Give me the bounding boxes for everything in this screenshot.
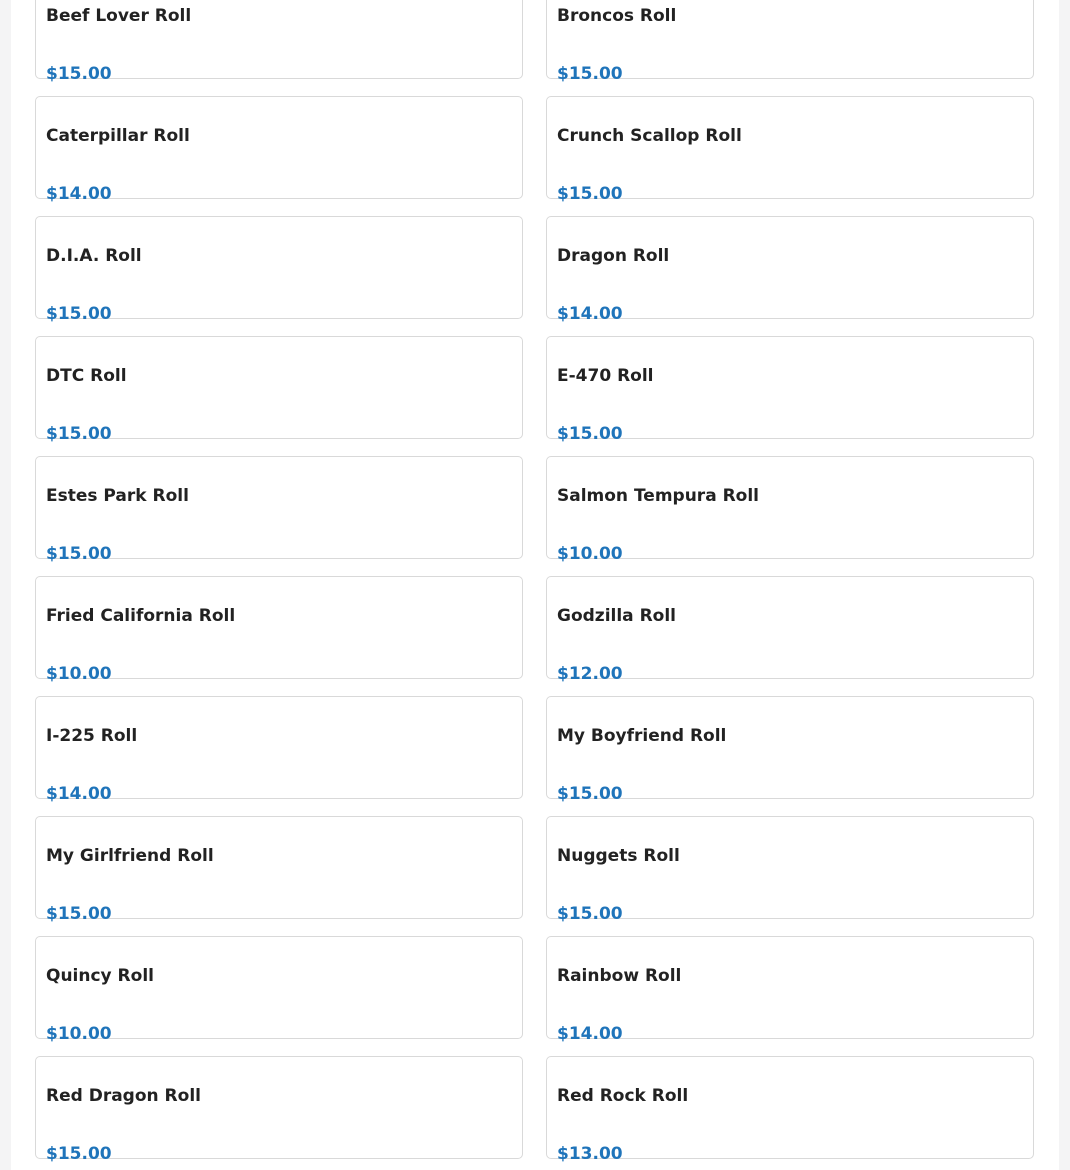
menu-page [11,0,1059,1170]
menu-item-card[interactable] [35,96,523,204]
item-price: $10.00 [46,664,112,684]
item-name: Broncos Roll [557,6,677,26]
item-price: $13.00 [557,1144,623,1164]
item-price: $15.00 [557,424,623,444]
item-price: $15.00 [46,64,112,84]
menu-item-grid [35,0,1034,1164]
item-price: $14.00 [46,184,112,204]
item-price: $15.00 [557,64,623,84]
item-price: $15.00 [46,544,112,564]
menu-item-card[interactable] [35,336,523,444]
item-name: Fried California Roll [46,606,236,626]
item-name: Caterpillar Roll [46,126,190,146]
menu-item-card[interactable] [546,0,1034,84]
item-price: $15.00 [557,184,623,204]
item-name: My Boyfriend Roll [557,726,727,746]
item-price: $15.00 [557,904,623,924]
menu-item-card[interactable] [546,1056,1034,1164]
menu-item-card[interactable] [546,216,1034,324]
item-name: Quincy Roll [46,966,154,986]
menu-item-card[interactable] [546,96,1034,204]
item-name: Salmon Tempura Roll [557,486,760,506]
item-price: $15.00 [46,904,112,924]
menu-item-card[interactable] [35,456,523,564]
item-name: DTC Roll [46,366,127,386]
item-name: Red Dragon Roll [46,1086,201,1106]
item-name: Beef Lover Roll [46,6,192,26]
item-name: E-470 Roll [557,366,654,386]
item-name: Estes Park Roll [46,486,189,506]
item-name: D.I.A. Roll [46,246,142,266]
menu-item-card[interactable] [546,576,1034,684]
item-price: $15.00 [46,1144,112,1164]
item-name: Dragon Roll [557,246,670,266]
item-name: Red Rock Roll [557,1086,689,1106]
menu-item-card[interactable] [35,816,523,924]
item-name: Crunch Scallop Roll [557,126,742,146]
item-price: $14.00 [557,1024,623,1044]
menu-item-card[interactable] [546,936,1034,1044]
item-name: Nuggets Roll [557,846,680,866]
menu-item-card[interactable] [35,576,523,684]
item-price: $14.00 [557,304,623,324]
item-price: $15.00 [46,304,112,324]
menu-item-card[interactable] [35,1056,523,1164]
menu-item-card[interactable] [546,816,1034,924]
menu-item-card[interactable] [35,216,523,324]
item-name: My Girlfriend Roll [46,846,214,866]
menu-item-card[interactable] [546,456,1034,564]
item-price: $14.00 [46,784,112,804]
item-name: I-225 Roll [46,726,138,746]
item-price: $10.00 [46,1024,112,1044]
item-name: Godzilla Roll [557,606,676,626]
item-price: $10.00 [557,544,623,564]
menu-item-card[interactable] [546,696,1034,804]
menu-item-card[interactable] [546,336,1034,444]
item-price: $15.00 [557,784,623,804]
menu-item-card[interactable] [35,696,523,804]
item-price: $15.00 [46,424,112,444]
item-price: $12.00 [557,664,623,684]
menu-item-card[interactable] [35,936,523,1044]
item-name: Rainbow Roll [557,966,682,986]
menu-item-card[interactable] [35,0,523,84]
